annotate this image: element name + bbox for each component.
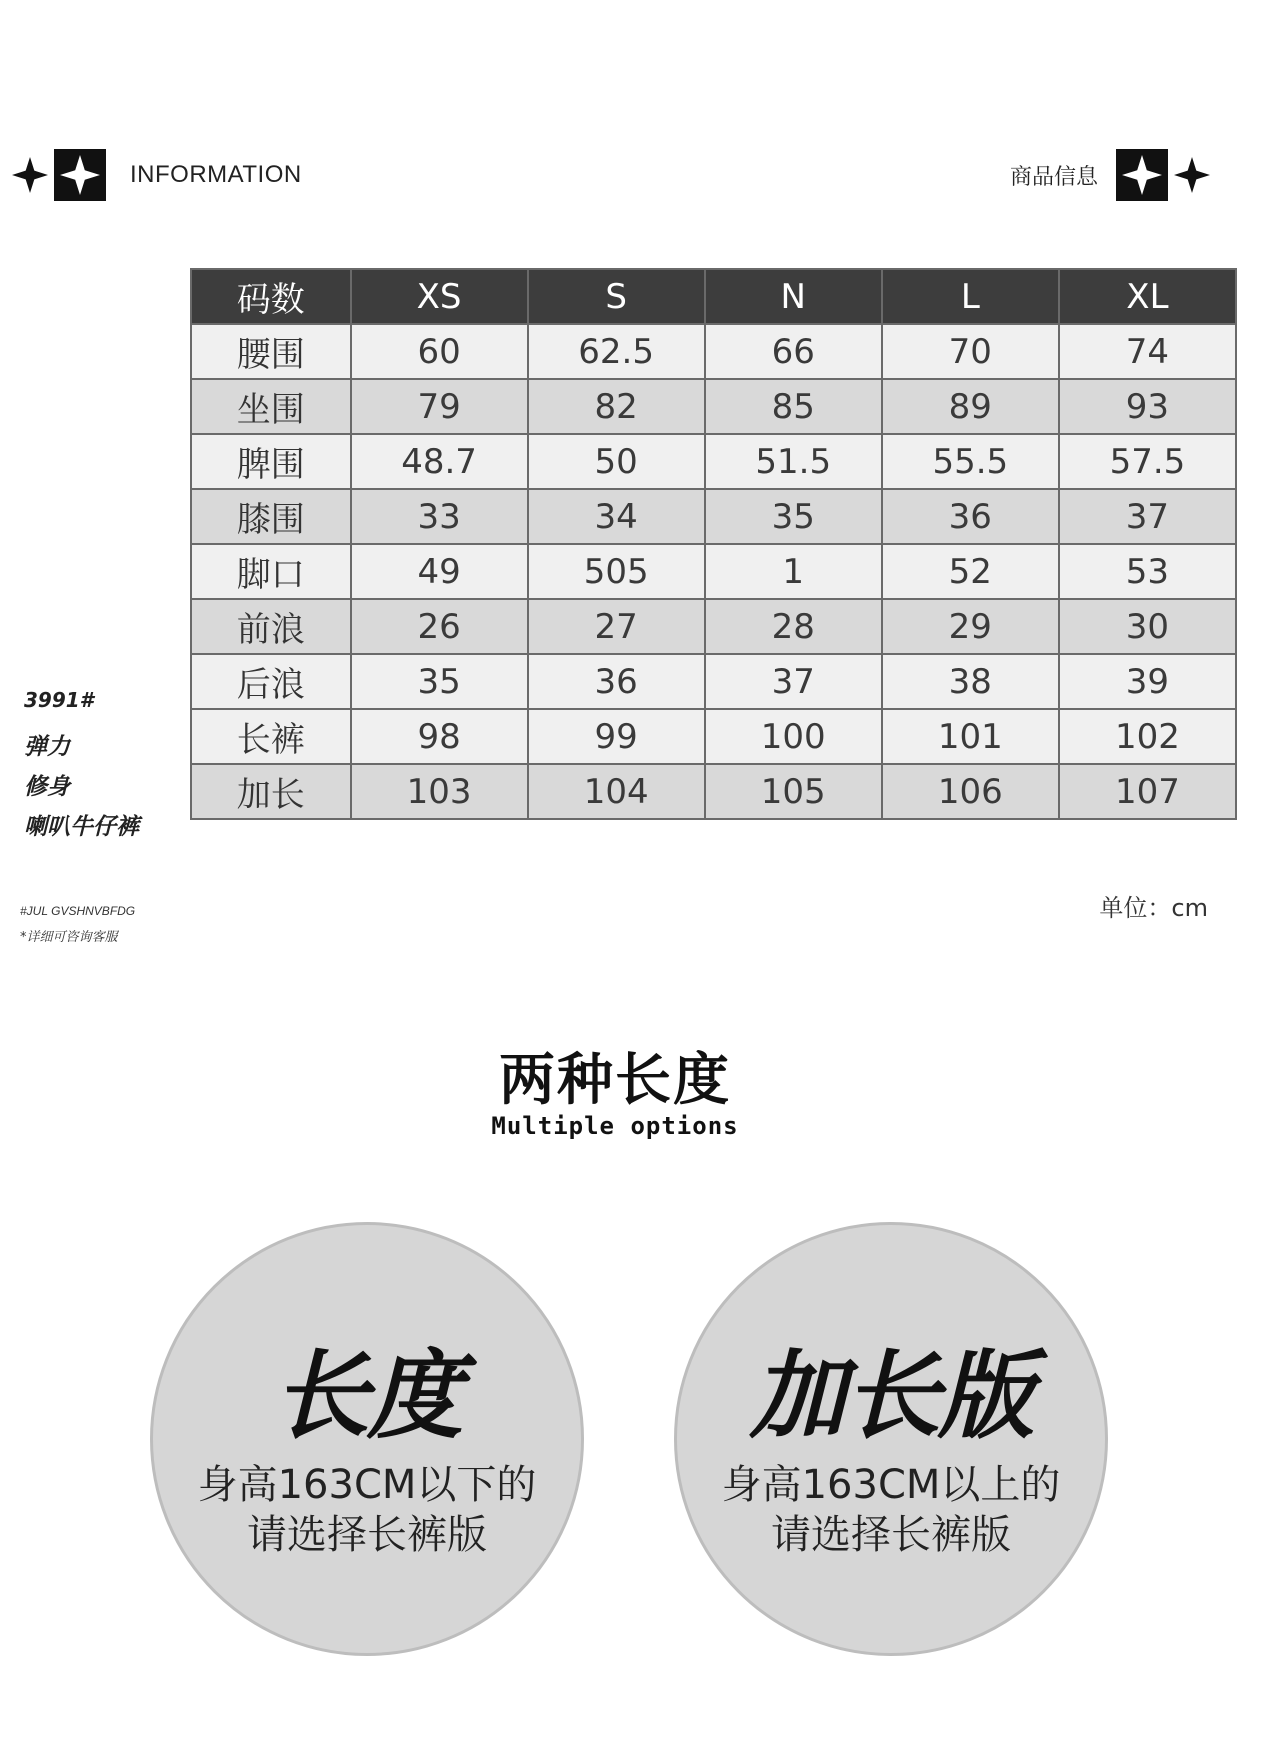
- table-cell: 34: [528, 489, 705, 544]
- table-row: [191, 599, 1236, 654]
- option-description-line2: 请选择长裤版: [771, 1512, 1011, 1558]
- product-feature-slim: 修身: [24, 774, 70, 800]
- table-cell: 60: [351, 324, 528, 379]
- header-left: [12, 148, 302, 202]
- table-cell: 104: [528, 764, 705, 819]
- option-description-line1: 身高163CM以上的: [721, 1462, 1061, 1508]
- table-cell: 107: [1059, 764, 1236, 819]
- table-cell: 51.5: [705, 434, 882, 489]
- table-cell: 1: [705, 544, 882, 599]
- column-header: XL: [1059, 269, 1236, 324]
- row-label: 脚口: [191, 544, 351, 599]
- table-cell: 100: [705, 709, 882, 764]
- table-row: [191, 434, 1236, 489]
- table-row: [191, 544, 1236, 599]
- product-name: 喇叭牛仔裤: [24, 814, 139, 840]
- table-cell: 39: [1059, 654, 1236, 709]
- unit-label: 单位：cm: [1099, 894, 1208, 922]
- table-cell: 28: [705, 599, 882, 654]
- table-cell: 35: [705, 489, 882, 544]
- row-label: 加长: [191, 764, 351, 819]
- table-cell: 52: [882, 544, 1059, 599]
- option-title: 加长版: [750, 1340, 1032, 1452]
- column-header: S: [528, 269, 705, 324]
- table-row: [191, 324, 1236, 379]
- option-description-line1: 身高163CM以下的: [197, 1462, 537, 1508]
- header-right: [1010, 148, 1210, 202]
- table-cell: 74: [1059, 324, 1236, 379]
- table-cell: 26: [351, 599, 528, 654]
- sparkle-box-icon: [54, 149, 106, 201]
- table-row: [191, 709, 1236, 764]
- table-cell: 35: [351, 654, 528, 709]
- table-cell: 99: [528, 709, 705, 764]
- table-cell: 49: [351, 544, 528, 599]
- option-circle-long: [674, 1222, 1108, 1656]
- table-cell: 62.5: [528, 324, 705, 379]
- table-cell: 66: [705, 324, 882, 379]
- table-cell: 85: [705, 379, 882, 434]
- option-circle-regular: [150, 1222, 584, 1656]
- table-cell: 105: [705, 764, 882, 819]
- option-title: 长度: [273, 1340, 461, 1452]
- table-cell: 102: [1059, 709, 1236, 764]
- sparkle-icon: [1174, 157, 1210, 193]
- table-cell: 101: [882, 709, 1059, 764]
- table-row: [191, 489, 1236, 544]
- table-cell: 36: [528, 654, 705, 709]
- column-header: N: [705, 269, 882, 324]
- row-label: 长裤: [191, 709, 351, 764]
- table-cell: 82: [528, 379, 705, 434]
- product-info-label: 商品信息: [1009, 164, 1098, 190]
- row-label: 脾围: [191, 434, 351, 489]
- table-cell: 93: [1059, 379, 1236, 434]
- row-label: 后浪: [191, 654, 351, 709]
- table-row: [191, 764, 1236, 819]
- options-subtitle: Multiple options: [491, 1112, 739, 1140]
- product-code: 3991#: [24, 688, 94, 712]
- row-label: 腰围: [191, 324, 351, 379]
- table-cell: 55.5: [882, 434, 1059, 489]
- table-cell: 505: [528, 544, 705, 599]
- table-cell: 29: [882, 599, 1059, 654]
- table-row: [191, 379, 1236, 434]
- table-cell: 50: [528, 434, 705, 489]
- table-cell: 36: [882, 489, 1059, 544]
- information-label: INFORMATION: [130, 161, 302, 188]
- table-cell: 106: [882, 764, 1059, 819]
- table-row: [191, 654, 1236, 709]
- table-cell: 33: [351, 489, 528, 544]
- table-cell: 98: [351, 709, 528, 764]
- footnote-note: *详细可咨询客服: [20, 930, 118, 945]
- size-table: [190, 268, 1237, 820]
- column-header: 码数: [191, 269, 351, 324]
- option-description-line2: 请选择长裤版: [247, 1512, 487, 1558]
- footnote-code: #JUL GVSHNVBFDG: [20, 904, 136, 918]
- table-cell: 38: [882, 654, 1059, 709]
- table-header-row: [191, 269, 1236, 324]
- table-cell: 27: [528, 599, 705, 654]
- row-label: 坐围: [191, 379, 351, 434]
- row-label: 膝围: [191, 489, 351, 544]
- options-title: 两种长度: [499, 1048, 731, 1113]
- table-cell: 48.7: [351, 434, 528, 489]
- column-header: L: [882, 269, 1059, 324]
- table-cell: 89: [882, 379, 1059, 434]
- product-feature-stretch: 弹力: [24, 734, 70, 760]
- sparkle-icon: [12, 157, 48, 193]
- table-cell: 79: [351, 379, 528, 434]
- table-cell: 103: [351, 764, 528, 819]
- table-cell: 37: [1059, 489, 1236, 544]
- table-cell: 57.5: [1059, 434, 1236, 489]
- table-cell: 30: [1059, 599, 1236, 654]
- table-cell: 37: [705, 654, 882, 709]
- sparkle-box-icon: [1116, 149, 1168, 201]
- table-cell: 53: [1059, 544, 1236, 599]
- row-label: 前浪: [191, 599, 351, 654]
- table-cell: 70: [882, 324, 1059, 379]
- column-header: XS: [351, 269, 528, 324]
